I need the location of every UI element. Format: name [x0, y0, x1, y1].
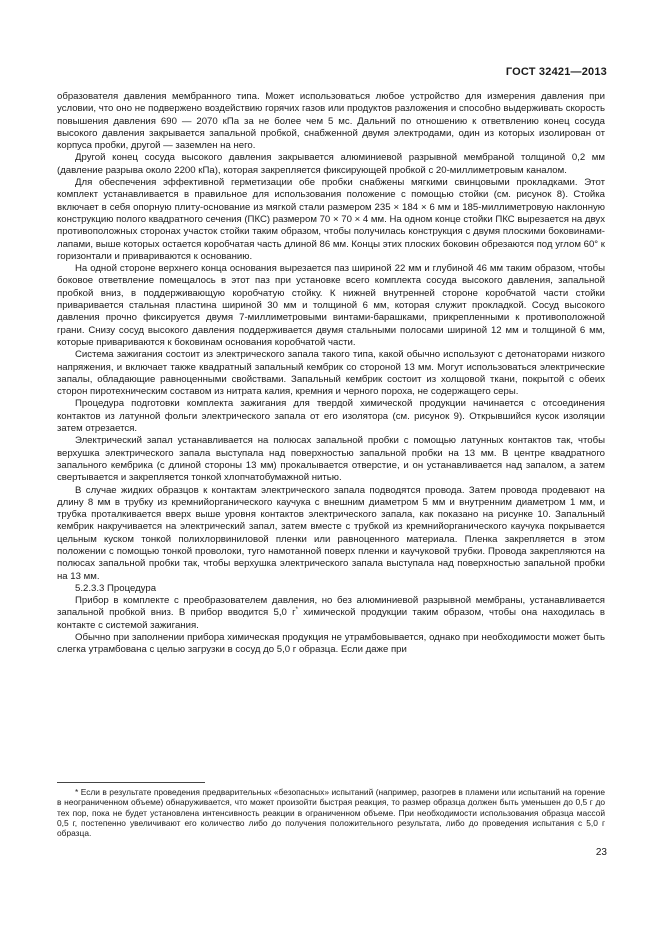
charge-text-before: Прибор в комплекте с преобразователем давления, но без алюминиевой разрывной мембраны, устанавливается запальной пробкой вниз. В прибор вводится 5,0 г [57, 595, 605, 619]
document-code: ГОСТ 32421—2013 [505, 66, 607, 78]
footnote-divider [57, 782, 205, 783]
section-heading: 5.2.3.3 Процедура [75, 582, 157, 594]
paragraph: В случае жидких образцов к контактам электрического запала подводятся провода. Затем провода продевают на длину 8 мм в трубку из кремнийорганического каучука с внешним диаметром 5 мм и внутренним диаметром 1 мм, и трубка проталкивается вверх выше уровня контактов электрического запала, как показано на рисунке 10. Запальный кембрик накручивается на электрический запал, затем вместе с трубкой из кремнийорганического каучука покрывается цельным куском тонкой полихлорвиниловой пленки или равноценного материала. Пленка закрепляется в этом положении с помощью тонкой проволоки, туго намотанной поверх пленки и каучуковой трубки. Провода закрепляются на полюсах запальной пробки так, чтобы верхушка электрического запала выступала над поверхностью запальной пробки на 13 мм. [57, 484, 605, 582]
footnote-text: * Если в результате проведения предварительных «безопасных» испытаний (например, разогрев в пламени или испытаний на горение в неограниченном объеме) обнаруживается, что может произойти быстрая реакция, то размер образца должен быть уменьшен до 0,5 г до тех пор, пока не будет установлена интенсивность реакции в ограниченном объеме. При необходимости использования образца массой 0,5 г, постепенно увеличивают его количество либо до получения положительного результата, либо до проведения испытания с 5,0 г образца. [57, 787, 605, 839]
footnote [57, 787, 605, 838]
page-number: 23 [595, 847, 607, 858]
paragraph: Обычно при заполнении прибора химическая продукция не утрамбовывается, однако при необходимости может быть слегка утрамбована с целью загрузки в сосуд до 5,0 г образца. Если даже при [57, 632, 605, 656]
charge-text-after: химической продукции таким образом, чтобы она находилась в контакте с системой зажигания. [57, 607, 605, 631]
paragraph: Процедура подготовки комплекта зажигания для твердой химической продукции начинается с отсоединения контактов из латунной фольги электрического запала от его изолятора (см. рисунок 9). Открывшийся кусок изоляции затем отрезается. [57, 398, 605, 435]
paragraph: Другой конец сосуда высокого давления закрывается алюминиевой разрывной мембраной толщиной 0,2 мм (давление разрыва около 2200 кПа), которая закрепляется фиксирующей пробкой с 20-миллиметровым каналом. [57, 152, 605, 176]
paragraph: На одной стороне верхнего конца основания вырезается паз шириной 22 мм и глубиной 46 мм таким образом, чтобы боковое ответвление помещалось в этот паз при установке всего комплекта сосуда высокого давления, запальной пробкой вниз, в поддерживающую коробчатую стойку. К нижней внутренней стороне коробчатой части стойки приваривается стальная пластина шириной 30 мм и толщиной 6 мм, которая служит прокладкой. Сосуд высокого давления прочно фиксируется двумя 7-миллиметровыми винтами-барашками, прикрепленными к противоположной грани. Снизу сосуд высокого давления поддерживается двумя стальными полосами шириной 12 мм и толщиной 6 мм, которые привариваются к боковинам основания коробчатой части. [57, 263, 605, 348]
body-text [57, 91, 605, 657]
paragraph: Электрический запал устанавливается на полюсах запальной пробки с помощью латунных контактов так, чтобы верхушка электрического запала выступала над поверхностью запальной пробки на 13 мм. В центре квадратного запального кембрика (с длиной стороны 13 мм) прокалывается отверстие, и он устанавливается над запалом, а затем свертывается и закрепляется тонкой хлопчатобумажной нитью. [57, 435, 605, 484]
paragraph: Для обеспечения эффективной герметизации обе пробки снабжены мягкими свинцовыми прокладками. Этот комплект устанавливается в правильное для использования положение с помощью стойки (см. рисунок 8). Стойка включает в себя опорную плиту-основание из мягкой стали размером 235 × 184 × 6 мм и 185-миллиметровую наклонную конструкцию полого квадратного сечения (ПКС) размером 70 × 70 × 4 мм. На одном конце стойки ПКС вырезается на двух противоположных сторонах участок стойки таким образом, чтобы получилась конструкция с двумя плоскими боковинами-лапами, выше которых остается коробчатая часть длиной 86 мм. Концы этих плоских боковин обрезаются под углом 60° к горизонтали и привариваются к основанию. [57, 177, 605, 262]
paragraph: Система зажигания состоит из электрического запала такого типа, какой обычно используют с детонаторами низкого напряжения, и включает также квадратный запальный кембрик со стороной 13 мм. Могут использоваться электрические запалы, обладающие равноценными свойствами. Запальный кембрик состоит из холщовой ткани, покрытой с обеих сторон пиротехническим составом из нитрата калия, кремния и черного пороха, не содержащего серы. [57, 349, 605, 398]
footnote-marker: * [295, 607, 298, 614]
paragraph-sample-charge [57, 595, 605, 632]
paragraph: образователя давления мембранного типа. Может использоваться любое устройство для измерения давления при условии, что оно не подвержено воздействию горячих газов или продуктов разложения и способно выдерживать скорость повышения давления 690 — 2070 кПа за не более чем 5 мс. Дальний по отношению к ответвлению конец сосуда высокого давления закрывается запальной пробкой, снабженной двумя электродами, один из которых изолирован от корпуса пробки, другой — заземлен на него. [57, 91, 605, 152]
